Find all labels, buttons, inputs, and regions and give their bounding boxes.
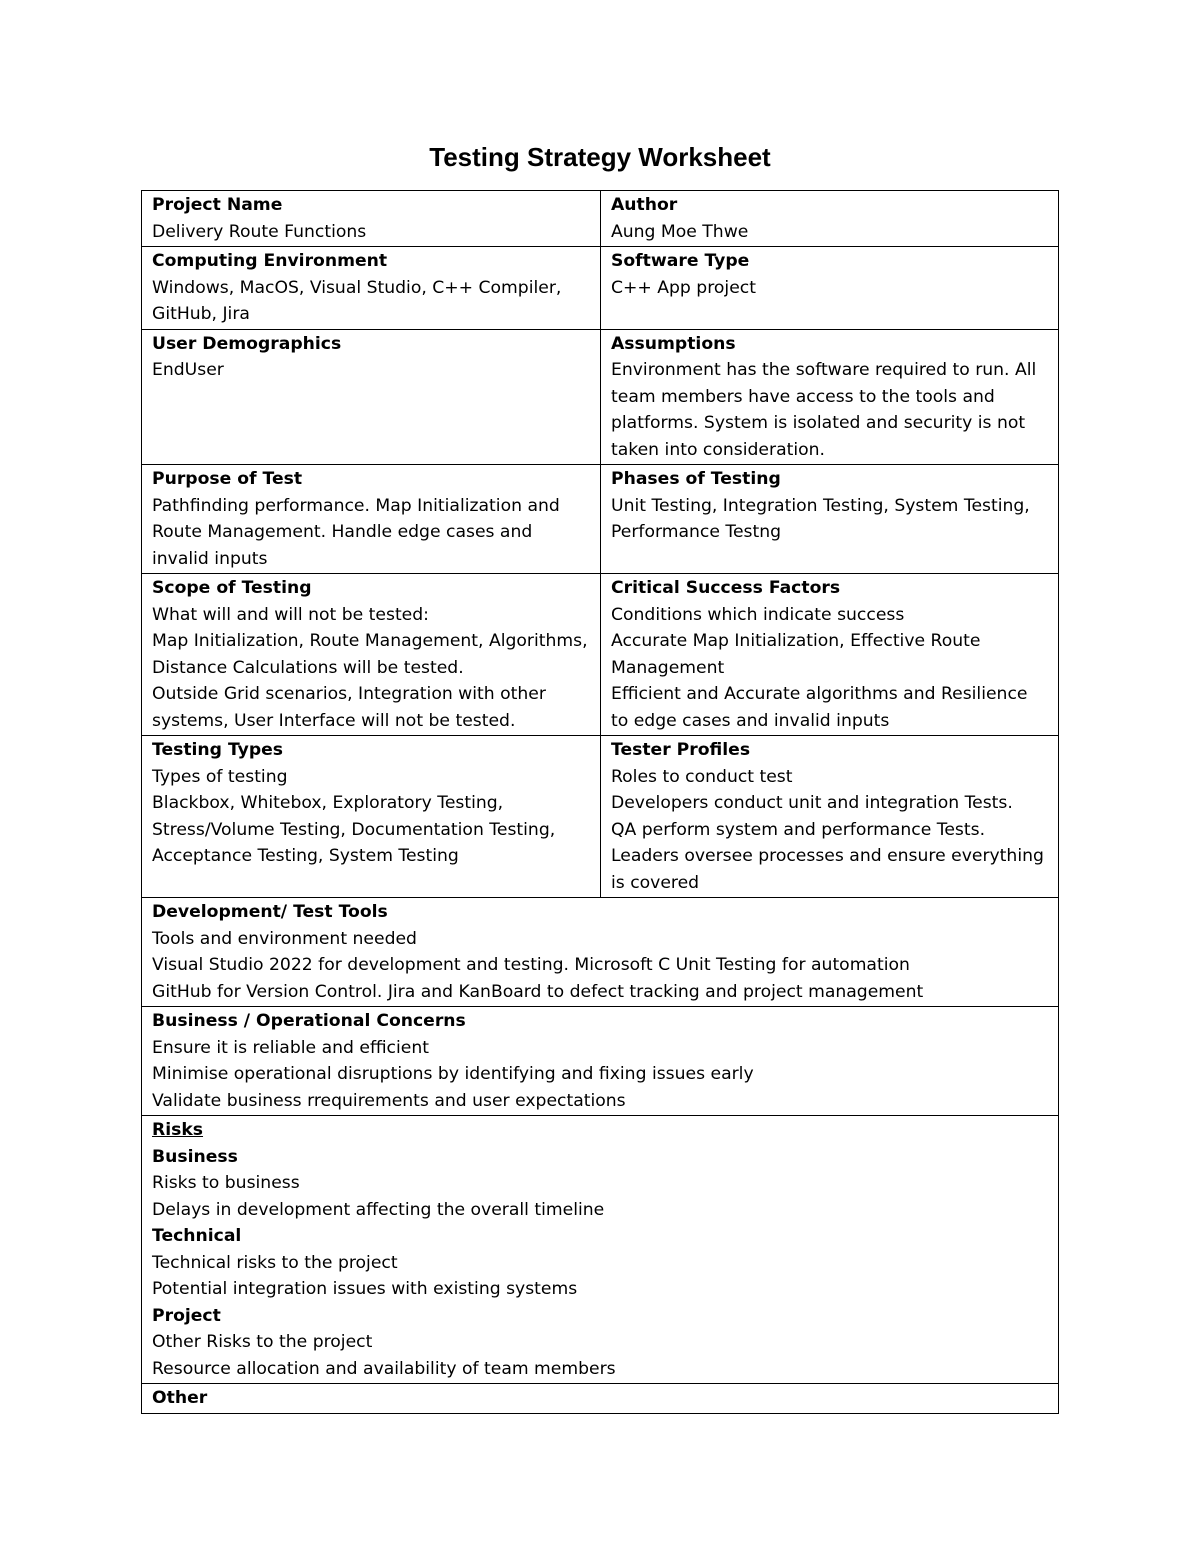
table-row xyxy=(142,1116,1059,1384)
testing-types-line: Types of testing xyxy=(152,766,288,787)
computing-environment-cell xyxy=(142,247,601,330)
user-demographics-label: User Demographics xyxy=(152,333,342,354)
scope-of-testing-cell xyxy=(142,574,601,736)
phases-of-testing-value: Unit Testing, Integration Testing, System Testing, Performance Testng xyxy=(611,495,1030,542)
critical-success-factors-cell xyxy=(601,574,1059,736)
risks-business-line: Delays in development affecting the overall timeline xyxy=(152,1199,605,1220)
computing-environment-label: Computing Environment xyxy=(152,251,388,271)
table-row xyxy=(142,736,1059,898)
testing-types-line: Blackbox, Whitebox, Exploratory Testing, Stress/Volume Testing, Documentation Testing, Acceptance Testing, System Testing xyxy=(152,793,556,866)
table-row xyxy=(142,329,1059,465)
table-row xyxy=(142,898,1059,1007)
author-cell xyxy=(601,191,1059,247)
phases-of-testing-label: Phases of Testing xyxy=(611,469,781,489)
software-type-label: Software Type xyxy=(611,251,750,271)
table-row xyxy=(142,191,1059,247)
tester-profiles-line: Leaders oversee processes and ensure everything is covered xyxy=(611,846,1044,893)
risks-technical-line: Potential integration issues with existing systems xyxy=(152,1279,578,1299)
dev-test-tools-cell xyxy=(142,898,1059,1007)
business-concerns-cell xyxy=(142,1007,1059,1116)
dev-test-tools-line: Visual Studio 2022 for development and testing. Microsoft C Unit Testing for automation xyxy=(152,955,910,975)
scope-of-testing-label: Scope of Testing xyxy=(152,578,312,598)
assumptions-value: Environment has the software required to run. All team members have access to the tools and platforms. System is isolated and security is not taken into consideration. xyxy=(611,360,1037,460)
risks-technical-label: Technical xyxy=(152,1226,242,1246)
table-row xyxy=(142,1384,1059,1414)
software-type-value: C++ App project xyxy=(611,277,756,298)
other-cell xyxy=(142,1384,1059,1414)
page-title: Testing Strategy Worksheet xyxy=(429,142,771,172)
dev-test-tools-label: Development/ Test Tools xyxy=(152,902,388,922)
table-row xyxy=(142,574,1059,736)
risks-project-line: Resource allocation and availability of team members xyxy=(152,1358,616,1379)
critical-success-factors-label: Critical Success Factors xyxy=(611,578,841,598)
project-name-cell xyxy=(142,191,601,247)
phases-of-testing-cell xyxy=(601,465,1059,574)
tester-profiles-cell xyxy=(601,736,1059,898)
business-concerns-line: Minimise operational disruptions by identifying and fixing issues early xyxy=(152,1064,754,1084)
purpose-of-test-cell xyxy=(142,465,601,574)
tester-profiles-line: Developers conduct unit and integration Tests. xyxy=(611,793,1013,813)
tester-profiles-line: Roles to conduct test xyxy=(611,766,793,787)
table-row xyxy=(142,247,1059,330)
tester-profiles-line: QA perform system and performance Tests. xyxy=(611,819,986,840)
table-row xyxy=(142,1007,1059,1116)
tester-profiles-label: Tester Profiles xyxy=(611,740,751,760)
user-demographics-cell xyxy=(142,329,601,465)
dev-test-tools-line: GitHub for Version Control. Jira and KanBoard to defect tracking and project management xyxy=(152,981,924,1002)
risks-technical-line: Technical risks to the project xyxy=(152,1252,398,1273)
software-type-cell xyxy=(601,247,1059,330)
assumptions-label: Assumptions xyxy=(611,333,736,354)
other-label: Other xyxy=(152,1388,208,1408)
risks-label: Risks xyxy=(152,1120,204,1140)
risks-project-label: Project xyxy=(152,1305,221,1326)
worksheet-table xyxy=(141,190,1059,1414)
dev-test-tools-line: Tools and environment needed xyxy=(152,928,417,949)
testing-types-cell xyxy=(142,736,601,898)
project-name-value: Delivery Route Functions xyxy=(152,221,367,242)
critical-success-factors-line: Conditions which indicate success xyxy=(611,604,905,625)
computing-environment-value: Windows, MacOS, Visual Studio, C++ Compiler, GitHub, Jira xyxy=(152,277,562,324)
critical-success-factors-line: Accurate Map Initialization, Effective Route Management xyxy=(611,631,981,678)
scope-of-testing-line: Map Initialization, Route Management, Algorithms, Distance Calculations will be tested. xyxy=(152,631,588,678)
purpose-of-test-value: Pathfinding performance. Map Initialization and Route Management. Handle edge cases and invalid inputs xyxy=(152,495,560,569)
project-name-label: Project Name xyxy=(152,195,283,215)
business-concerns-line: Ensure it is reliable and efficient xyxy=(152,1037,429,1058)
purpose-of-test-label: Purpose of Test xyxy=(152,469,303,489)
risks-business-label: Business xyxy=(152,1146,238,1167)
author-value: Aung Moe Thwe xyxy=(611,221,749,242)
risks-cell xyxy=(142,1116,1059,1384)
author-label: Author xyxy=(611,195,678,215)
risks-project-line: Other Risks to the project xyxy=(152,1332,373,1352)
business-concerns-label: Business / Operational Concerns xyxy=(152,1011,466,1031)
scope-of-testing-line: Outside Grid scenarios, Integration with other systems, User Interface will not be tested. xyxy=(152,684,546,731)
assumptions-cell xyxy=(601,329,1059,465)
table-row xyxy=(142,465,1059,574)
scope-of-testing-line: What will and will not be tested: xyxy=(152,604,429,625)
risks-business-line: Risks to business xyxy=(152,1173,300,1193)
testing-types-label: Testing Types xyxy=(152,740,284,760)
user-demographics-value: EndUser xyxy=(152,360,224,380)
critical-success-factors-line: Efficient and Accurate algorithms and Resilience to edge cases and invalid inputs xyxy=(611,684,1028,731)
business-concerns-line: Validate business rrequirements and user expectations xyxy=(152,1090,626,1111)
